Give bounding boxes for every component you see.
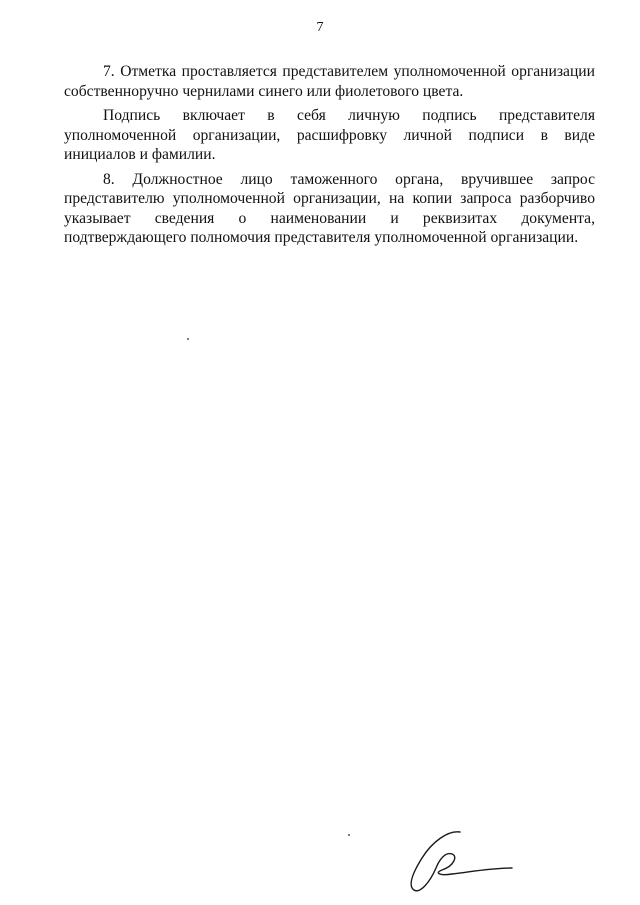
scan-speck (187, 338, 189, 340)
paragraph-signature-note: Подпись включает в себя личную подпись представителя уполномоченной организации, расшифровку личной подписи в виде инициалов и фамилии. (64, 107, 595, 163)
handwritten-signature (400, 828, 520, 894)
page-number: 7 (316, 20, 324, 35)
body-text (64, 62, 595, 253)
scan-speck (348, 834, 350, 836)
paragraph-item-8: 8. Должностное лицо таможенного органа, вручившее запрос представителю уполномоченной организации, на копии запроса разборчиво указывает сведения о наименовании и реквизитах документа, подтверждающего полномочия представителя уполномоченной организации. (64, 170, 595, 246)
paragraph-item-7: 7. Отметка проставляется представителем уполномоченной организации собственноручно чернилами синего или фиолетового цвета. (64, 63, 595, 100)
